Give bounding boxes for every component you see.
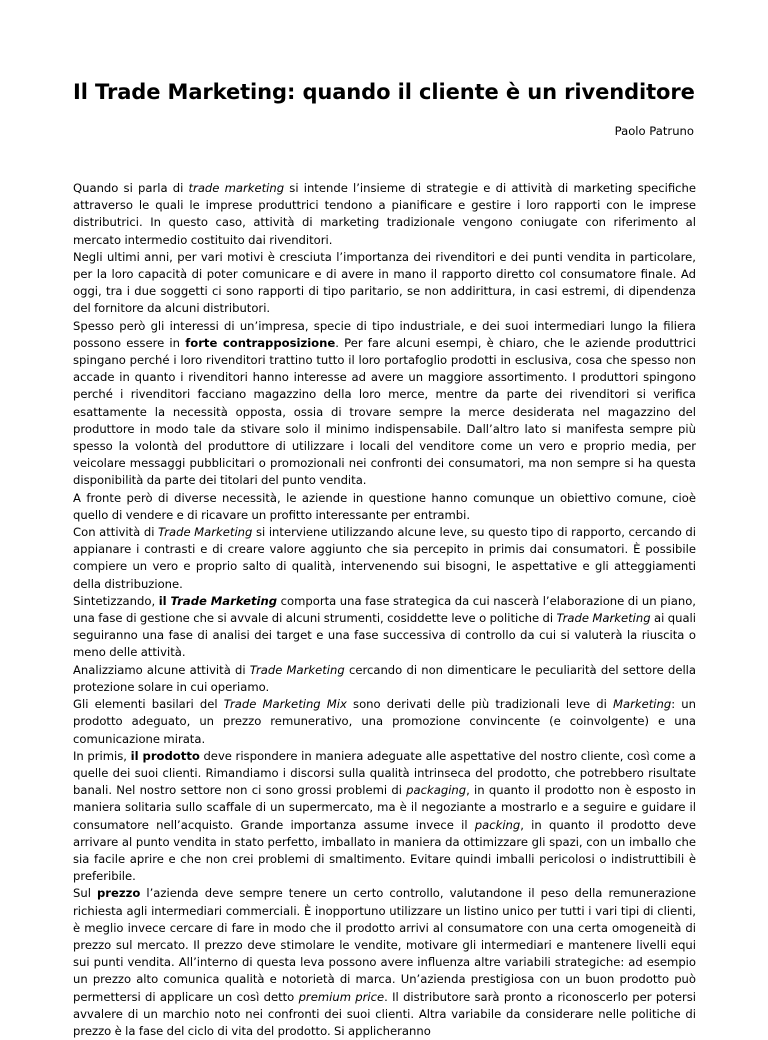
author-name: Paolo Patruno <box>614 124 694 138</box>
text-run: . Per fare alcuni esempi, è chiaro, che le aziende produttrici spingano perché i loro rivenditori trattino tutto il loro portafoglio prodotti in esclusiva, cosa che spesso non accade in quanto i rivenditori hanno interesse ad avere un maggiore assortimento. I produttori spingono perché i rivenditori facciano magazzino della loro merce, mentre da parte dei rivenditori si verifica esattamente la necessità opposta, ossia di trovare sempre la merce desiderata nel magazzino del produttore in modo tale da stivare solo il minimo indispensabile. Dall’altro lato si manifesta sempre più spesso la volontà del produttore di utilizzare i locali del venditore come un vero e proprio media, per veicolare messaggi pubblicitari o promozionali nei confronti dei consumatori, ma non sempre si ha questa disponibilità da parte dei titolari del punto vendita. <box>73 335 696 488</box>
text-run: deve rispondere in maniera adeguate alle aspettative del nostro cliente, così come a quelle dei suoi clienti. Rimandiamo i discorsi sulla qualità intrinseca del prodotto, che potrebbero risultate banali. Nel nostro settore non ci sono grossi problemi di <box>73 748 696 798</box>
paragraph <box>73 524 696 593</box>
text-run: : un prodotto adeguato, un prezzo remunerativo, una promozione convincente (e coinvolgente) e una comunicazione mirata. <box>73 697 696 746</box>
text-run: , in quanto il prodotto deve arrivare al punto vendita in stato perfetto, imballato in maniera da ottimizzare gli spazi, con un imballo che sia facile aprire e che non crei problemi di smaltimento. Evitare quindi imballi pericolosi o indistruttibili è preferibile. <box>73 817 696 884</box>
italic-text: Trade Marketing <box>556 611 651 626</box>
paragraph <box>73 662 696 696</box>
text-run: l’azienda deve sempre tenere un certo controllo, valutandone il peso della remunerazione richiesta agli intermediari commerciali. È inopportuno utilizzare un listino unico per tutti i vari tipi di clienti, è meglio invece cercare di fare in modo che il prodotto arrivi al consumatore con una certa omogeneità di prezzo sul mercato. Il prezzo deve stimolare le vendite, motivare gli intermediari e mantenere livelli equi sui punti vendita. All’interno di questa leva possono avere influenza altre variabili strategiche: ad esempio un prezzo alto comunica qualità e notorietà di marca. Un’azienda prestigiosa con un buon prodotto può permettersi di applicare un così detto <box>73 886 696 1004</box>
bold-text: prezzo <box>97 886 141 901</box>
text-run: si interviene utilizzando alcune leve, su questo tipo di rapporto, cercando di appianare i contrasti e di creare valore aggiunto che sia percepito in primis dai consumatori. È possibile compiere un vero e proprio salto di qualità, intervenendo sui bisogni, le aspettative e gli atteggiamenti della distribuzione. <box>73 525 696 591</box>
text-run: Spesso però gli interessi di un’impresa, specie di tipo industriale, e dei suoi intermediari lungo la filiera possono essere in <box>73 318 696 350</box>
bold-text: forte contrapposizione <box>185 335 336 350</box>
text-run: Analizziamo alcune attività di <box>73 662 250 677</box>
page-title: Il Trade Marketing: quando il cliente è un rivenditore <box>73 80 695 104</box>
italic-text: trade marketing <box>188 181 285 195</box>
paragraph <box>73 696 696 748</box>
italic-text: Trade Marketing <box>158 525 253 540</box>
italic-text: Marketing <box>613 697 672 712</box>
text-run: si intende l’insieme di strategie e di attività di marketing specifiche attraverso le quali le imprese produttrici tendono a pianificare e gestire i loro rapporti con le imprese distributrici. In questo caso, attività di marketing tradizionale vengono coniugate con riferimento al mercato intermedio costituito dai rivenditori. <box>73 181 697 247</box>
italic-text: premium price <box>298 989 385 1004</box>
text-run: Con attività di <box>73 525 159 540</box>
text-run: Sintetizzando, <box>73 593 159 608</box>
italic-text: packaging <box>406 783 467 798</box>
text-run: ai quali seguiranno una fase di analisi dei target e una fase successiva di controllo da cui si valuterà la riuscita o meno delle attività. <box>73 611 696 660</box>
text-run: A fronte però di diverse necessità, le aziende in questione hanno comunque un obiettivo comune, cioè quello di vendere e di ricavare un profitto interessante per entrambi. <box>73 490 696 522</box>
italic-text: packing <box>474 817 521 832</box>
text-run: Negli ultimi anni, per vari motivi è cresciuta l’importanza dei rivenditori e dei punti vendita in particolare, per la loro capacità di poter comunicare e di avere in mano il rapporto diretto col consumatore finale. Ad oggi, tra i due soggetti ci sono rapporti di tipo paritario, se non addirittura, in casi estremi, di dipendenza del fornitore da alcuni distributori. <box>73 249 696 316</box>
text-run: comporta una fase strategica da cui nascerà l’elaborazione di un piano, una fase di gestione che si avvale di alcuni strumenti, cosiddette leve o politiche di <box>73 593 696 626</box>
text-run: Quando si parla di <box>73 181 189 195</box>
bold-text: il <box>158 593 171 608</box>
text-run: sono derivati delle più tradizionali leve di <box>346 697 614 712</box>
paragraph <box>73 593 696 662</box>
text-run: cercando di non dimenticare le peculiarità del settore della protezione solare in cui operiamo. <box>73 662 697 694</box>
paragraph <box>73 748 696 886</box>
bold-italic-text: Trade Marketing <box>170 593 278 608</box>
paragraph <box>73 180 696 249</box>
text-run: , in quanto il prodotto non è esposto in maniera solitaria sullo scaffale di un supermercato, ma è il negoziante a mostrarlo e a seguire e guidare il consumatore nell’acquisto. Grande importanza assume invece il <box>73 783 696 832</box>
text-run: In primis, <box>73 748 131 763</box>
article-body <box>73 180 696 1040</box>
text-run: Sul <box>73 886 97 901</box>
paragraph <box>73 318 696 490</box>
paragraph <box>73 490 696 524</box>
text-run: . Il distributore sarà pronto a riconoscerlo per potersi avvalere di un marchio noto nei confronti dei suoi clienti. Altra variabile da considerare nelle politiche di prezzo è la fase del ciclo di vita del prodotto. Si applicheranno <box>73 989 696 1038</box>
paragraph <box>73 885 696 1040</box>
paragraph <box>73 249 696 318</box>
italic-text: Trade Marketing <box>249 662 345 677</box>
italic-text: Trade Marketing Mix <box>223 697 347 712</box>
bold-text: il prodotto <box>130 748 200 763</box>
text-run: Gli elementi basilari del <box>73 697 224 712</box>
